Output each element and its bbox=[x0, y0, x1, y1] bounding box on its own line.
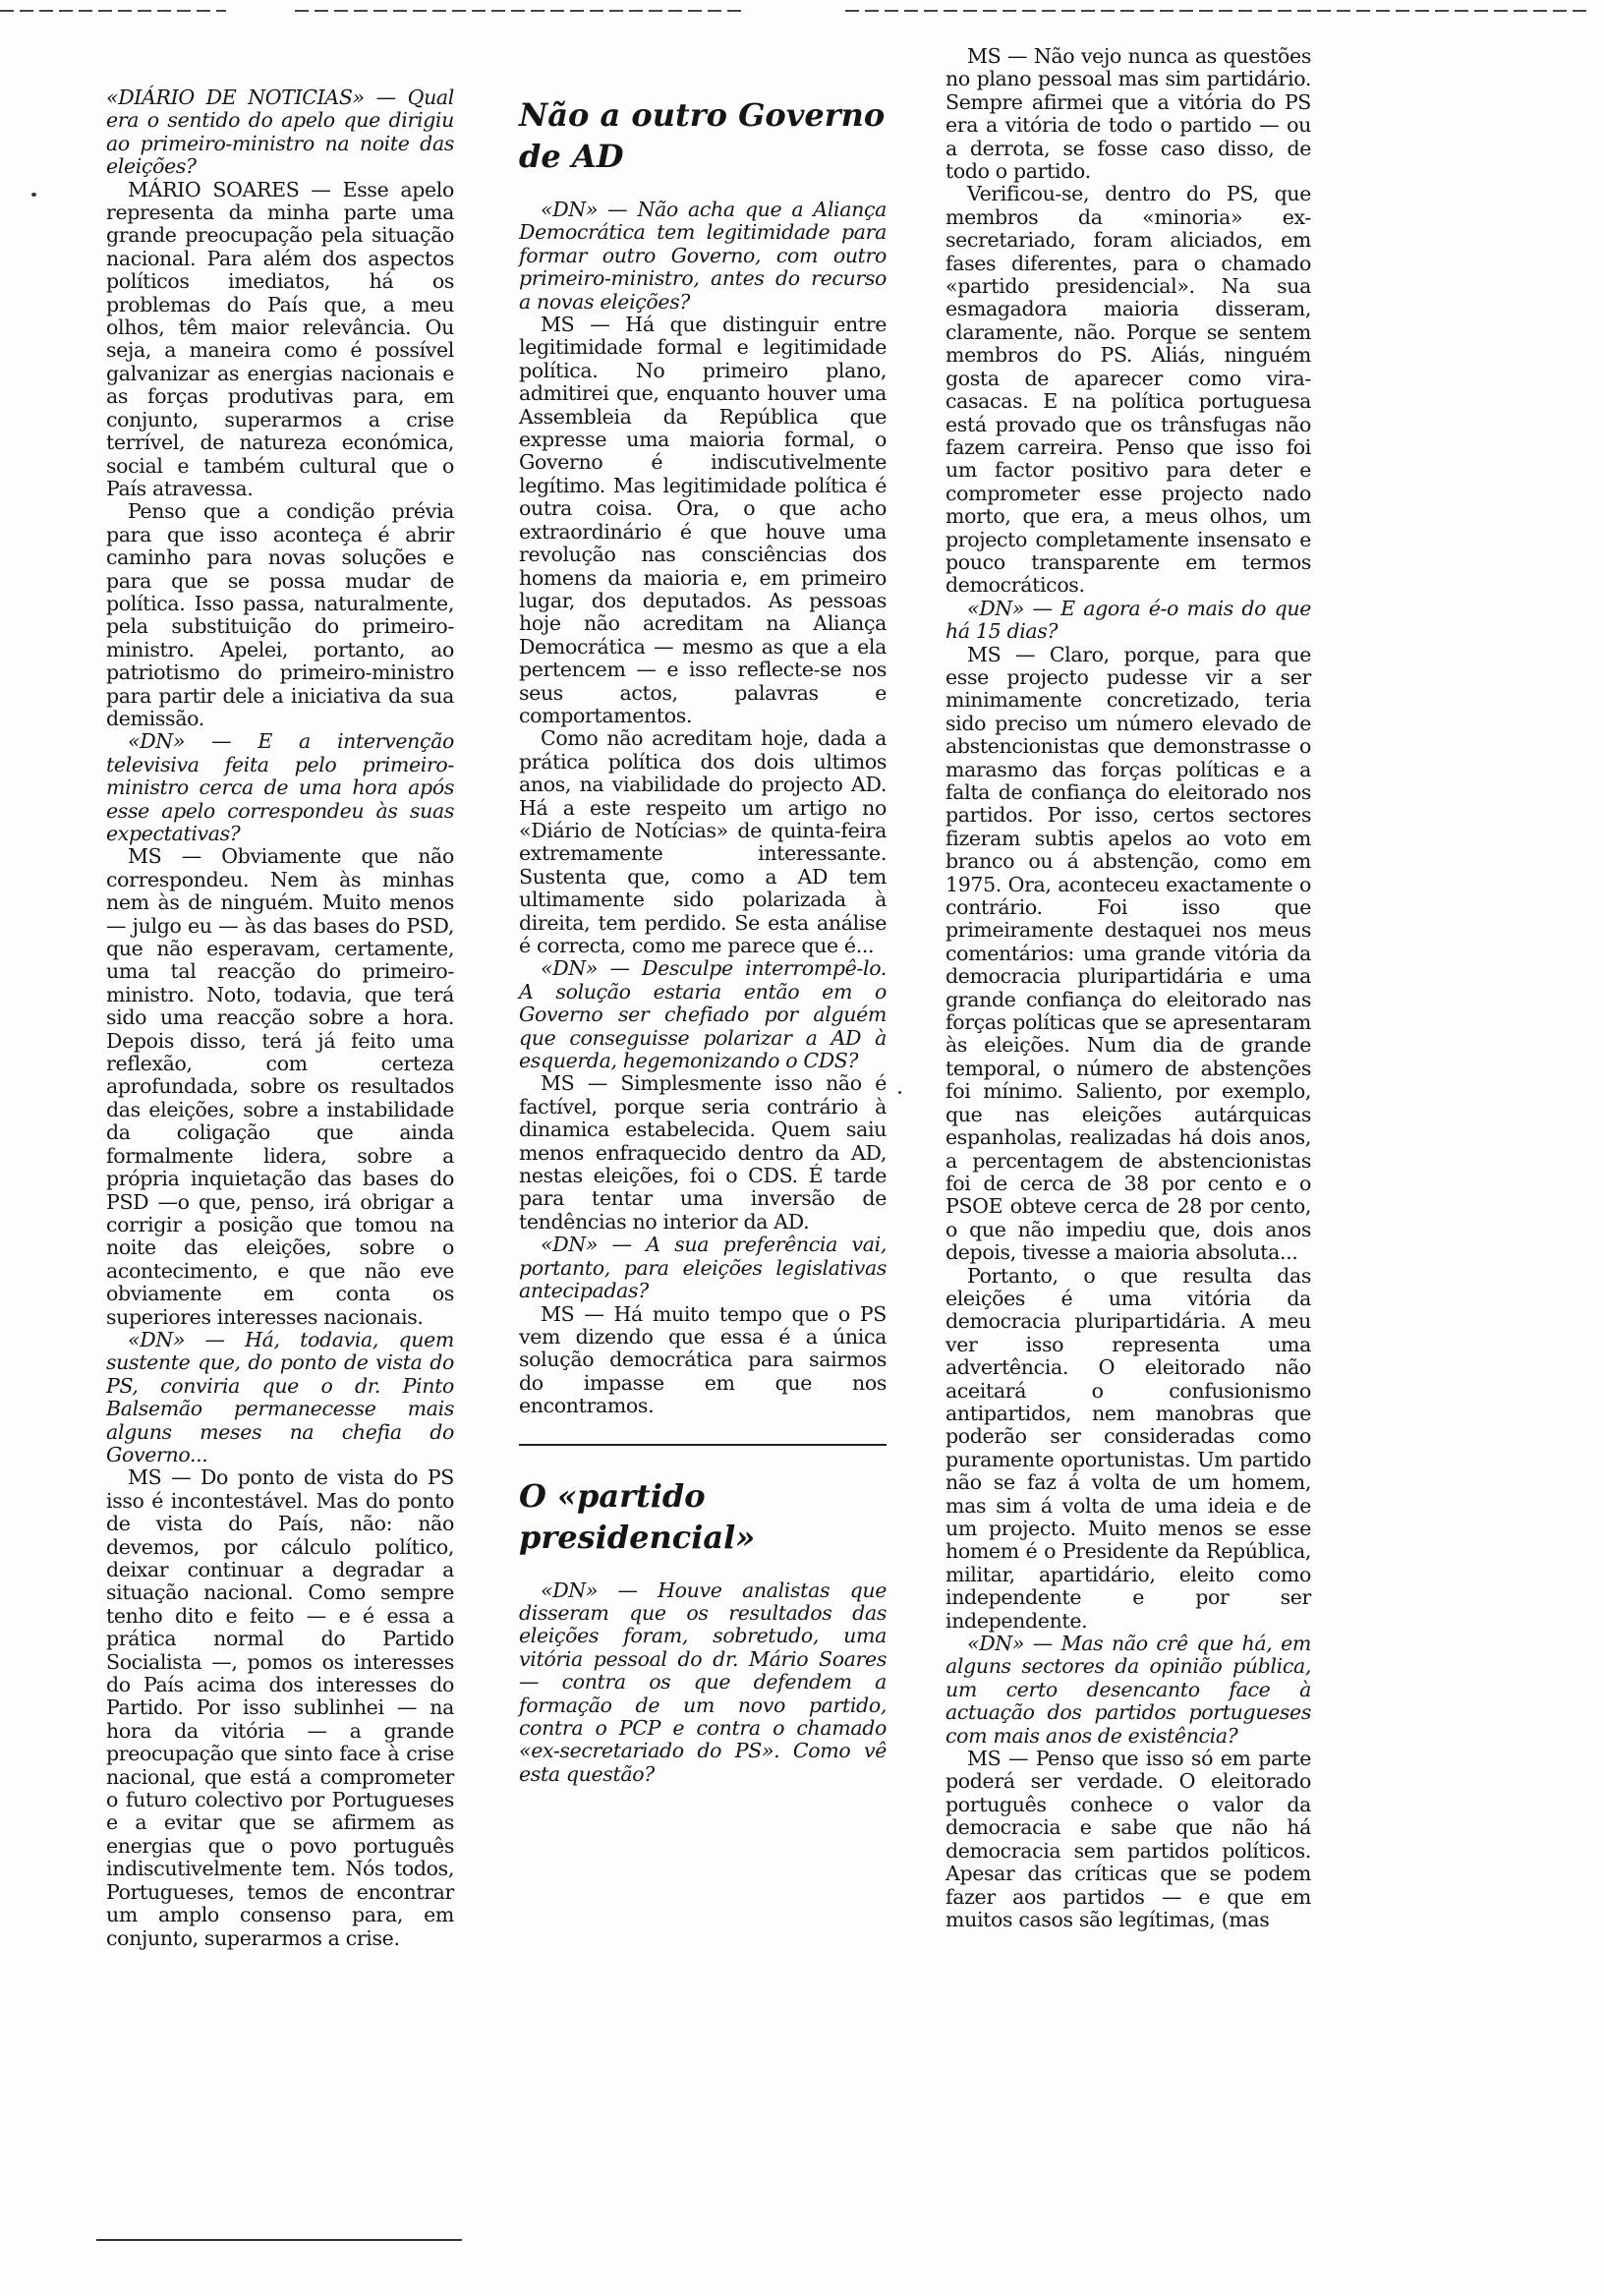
answer-paragraph: MS — Há que distinguir entre legitimidade formal e legitimidade política. No primeiro plano, admitirei que, enquanto houver uma Assembleia da República que expresse uma maioria formal, o Governo é indiscutivelmente legítimo. Mas legitimidade política é outra coisa. Ora, o que acho extraordinário é que houve uma revolução nas consciências dos homens da maioria e, em primeiro lugar, dos deputados. As pessoas hoje não acreditam na Aliança Democrática — mesmo as que a ela pertencem — e isso reflecte-se nos seus actos, palavras e comportamentos. bbox=[519, 313, 887, 727]
column-middle bbox=[519, 94, 887, 1786]
column-end-rule bbox=[96, 2239, 462, 2241]
answer-paragraph: Portanto, o que resulta das eleições é uma vitória da democracia pluripartidária. A meu ver isso representa uma advertência. O eleitorado não aceitará o confusionismo antipartidos, nem manobras que poderão ser consideradas como puramente oportunistas. Um partido não se faz á volta de um homem, mas sim á volta de uma ideia e de um projecto. Muito menos se esse homem é o Presidente da República, militar, apartidário, eleito como independente e por ser independente. bbox=[945, 1263, 1311, 1633]
question-paragraph: «DN» — Houve analistas que disseram que os resultados das eleições foram, sobretudo, uma vitória pessoal do dr. Mário Soares — contra os que defendem a formação de um novo partido, contra o PCP e contra o chamado «ex-secretariado do PS». Como vê esta questão? bbox=[519, 1578, 887, 1786]
scan-speck bbox=[31, 193, 36, 197]
section-divider bbox=[519, 1444, 887, 1446]
scan-edge-rule bbox=[0, 10, 226, 12]
answer-paragraph: MS — Há muito tempo que o PS vem dizendo que essa é a única solução democrática para sairmos do impasse em que nos encontramos. bbox=[519, 1301, 887, 1418]
question-paragraph: «DN» — Não acha que a Aliança Democrática tem legitimidade para formar outro Governo, com outro primeiro-ministro, antes do recurso a novas eleições? bbox=[519, 198, 887, 314]
answer-paragraph: Verificou-se, dentro do PS, que membros da «minoria» ex-secretariado, foram aliciados, em fases diferentes, para o chamado «partido presidencial». Na sua esmagadora maioria disseram, claramente, não. Porque se sentem membros do PS. Aliás, ninguém gosta de aparecer como vira-casacas. E na política portuguesa está provado que os trânsfugas não fazem carreira. Penso que isso foi um factor positivo para deter e comprometer esse projecto nado morto, que era, a meus olhos, um projecto completamente insensato e pouco transparente em termos democráticos. bbox=[945, 182, 1311, 598]
answer-paragraph: MS — Simplesmente isso não é factível, porque seria contrário à dinamica estabelecida. Quem saiu menos enfraquecido dentro da AD, nestas eleições, foi o CDS. É tarde para tentar uma inversão de tendências no interior da AD. bbox=[519, 1071, 887, 1234]
answer-paragraph: MS — Não vejo nunca as questões no plano pessoal mas sim partidário. Sempre afirmei que a vitória do PS era a vitória de todo o partido — ou a derrota, se fosse caso disso, de todo o partido. bbox=[945, 44, 1311, 184]
answer-paragraph: MÁRIO SOARES — Esse apelo representa da minha parte uma grande preocupação pela situação nacional. Para além dos aspectos políticos imediatos, há os problemas do País que, a meu olhos, têm maior relevância. Ou seja, a maneira como é possível galvanizar as energias nacionais e as forças produtivas para, em conjunto, superarmos a crise terrível, de natureza económica, social e também cultural que o País atravessa. bbox=[106, 177, 454, 500]
answer-paragraph: MS — Penso que isso só em parte poderá ser verdade. O eleitorado português conhece o valor da democracia e sabe que não há democracia sem partidos políticos. Apesar das críticas que se podem fazer aos partidos — e que em muitos casos são legítimas, (mas bbox=[945, 1747, 1311, 1931]
scan-edge-rule bbox=[845, 10, 1592, 12]
answer-paragraph: Penso que a condição prévia para que isso aconteça é abrir caminho para novas soluções e para que se possa mudar de política. Isso passa, naturalmente, pela substituição do primeiro-ministro. Apelei, portanto, ao patriotismo do primeiro-ministro para partir dele a iniciativa da sua demissão. bbox=[106, 499, 454, 730]
question-paragraph: «DN» — Desculpe interrompê-lo. A solução estaria então em o Governo ser chefiado por alguém que conseguisse polarizar a AD à esquerda, hegemonizando o CDS? bbox=[519, 956, 887, 1073]
section-heading: O «partido presidencial» bbox=[519, 1476, 756, 1556]
question-paragraph: «DN» — A sua preferência vai, portanto, para eleições legislativas antecipadas? bbox=[519, 1233, 887, 1303]
answer-paragraph: Como não acreditam hoje, dada a prática política dos dois ultimos anos, na viabilidade do projecto AD. Há a este respeito um artigo no «Diário de Notícias» de quinta-feira extremamente interessante. Sustenta que, como a AD tem ultimamente sido polarizada à direita, tem perdido. Se esta análise é correcta, como me parece que é... bbox=[519, 726, 887, 957]
section-heading: Não a outro Governo de AD bbox=[519, 96, 886, 175]
question-paragraph: «DN» — Mas não crê que há, em alguns sectores da opinião pública, um certo desencanto face à actuação dos partidos portugueses com mais anos de existência? bbox=[945, 1632, 1311, 1748]
question-paragraph: «DN» — E agora é-o mais do que há 15 dias? bbox=[945, 596, 1311, 644]
answer-paragraph: MS — Obviamente que não correspondeu. Nem às minhas nem às de ninguém. Muito menos — julgo eu — às das bases do PSD, que não esperavam, certamente, uma tal reacção do primeiro-ministro. Noto, todavia, que terá sido uma reacção sobre a hora. Depois disso, terá já feito uma reflexão, com certeza aprofundada, sobre os resultados das eleições, sobre a instabilidade da coligação que ainda formalmente lidera, sobre a própria inquietação das bases do PSD —o que, penso, irá obrigar a corrigir a posição que tomou na noite das eleições, sobre o acontecimento, e que não eve obviamente em conta os superiores interesses nacionais. bbox=[106, 844, 454, 1329]
answer-paragraph: MS — Claro, porque, para que esse projecto pudesse vir a ser minimamente concretizado, teria sido preciso um número elevado de abstencionistas que demonstrasse o marasmo das forças políticas e a falta de confiança do eleitorado nos partidos. Por isso, certos sectores fizeram subtis apelos ao voto em branco ou á abstenção, como em 1975. Ora, aconteceu exactamente o contrário. Foi isso que primeiramente destaquei nos meus comentários: uma grande vitória da democracia pluripartidária e uma grande confiança do eleitorado nas forças políticas que se apresentaram às eleições. Num dia de grande temporal, o número de abstenções foi mínimo. Saliento, por exemplo, que nas eleições autárquicas espanholas, realizadas há dois anos, a percentagem de abstencionistas foi de cerca de 38 por cento e o PSOE obteve cerca de 28 por cento, o que não impediu que, dois anos depois, tivesse a maioria absoluta... bbox=[945, 642, 1311, 1265]
column-right bbox=[945, 45, 1311, 1931]
scan-edge-rule bbox=[295, 10, 747, 12]
question-paragraph: «DN» — E a intervenção televisiva feita pelo primeiro-ministro cerca de uma hora após esse apelo correspondeu às suas expectativas? bbox=[106, 729, 454, 845]
answer-paragraph: MS — Do ponto de vista do PS isso é incontestável. Mas do ponto de vista do País, não: não devemos, por cálculo político, deixar continuar a degradar a situação nacional. Como sempre tenho dito e feito — e é essa a prática normal do Partido Socialista —, pomos os interesses do País acima dos interesses do Partido. Por isso sublinhei — na hora da vitória — a grande preocupação que sinto face à crise nacional, que está a comprometer o futuro colectivo por Portugueses e a evitar que se afirmem as energias que o povo português indiscutivelmente tem. Nós todos, Portugueses, temos de encontrar um amplo consenso para, em conjunto, superarmos a crise. bbox=[106, 1465, 454, 1950]
question-paragraph: «DIÁRIO DE NOTICIAS» — Qual era o sentido do apelo que dirigiu ao primeiro-ministro na noite das eleições? bbox=[106, 86, 454, 179]
column-left bbox=[106, 86, 454, 1950]
scan-speck bbox=[898, 1091, 901, 1094]
question-paragraph: «DN» — Há, todavia, quem sustente que, do ponto de vista do PS, conviria que o dr. Pinto Balsemão permanecesse mais alguns meses na chefia do Governo... bbox=[106, 1327, 454, 1466]
